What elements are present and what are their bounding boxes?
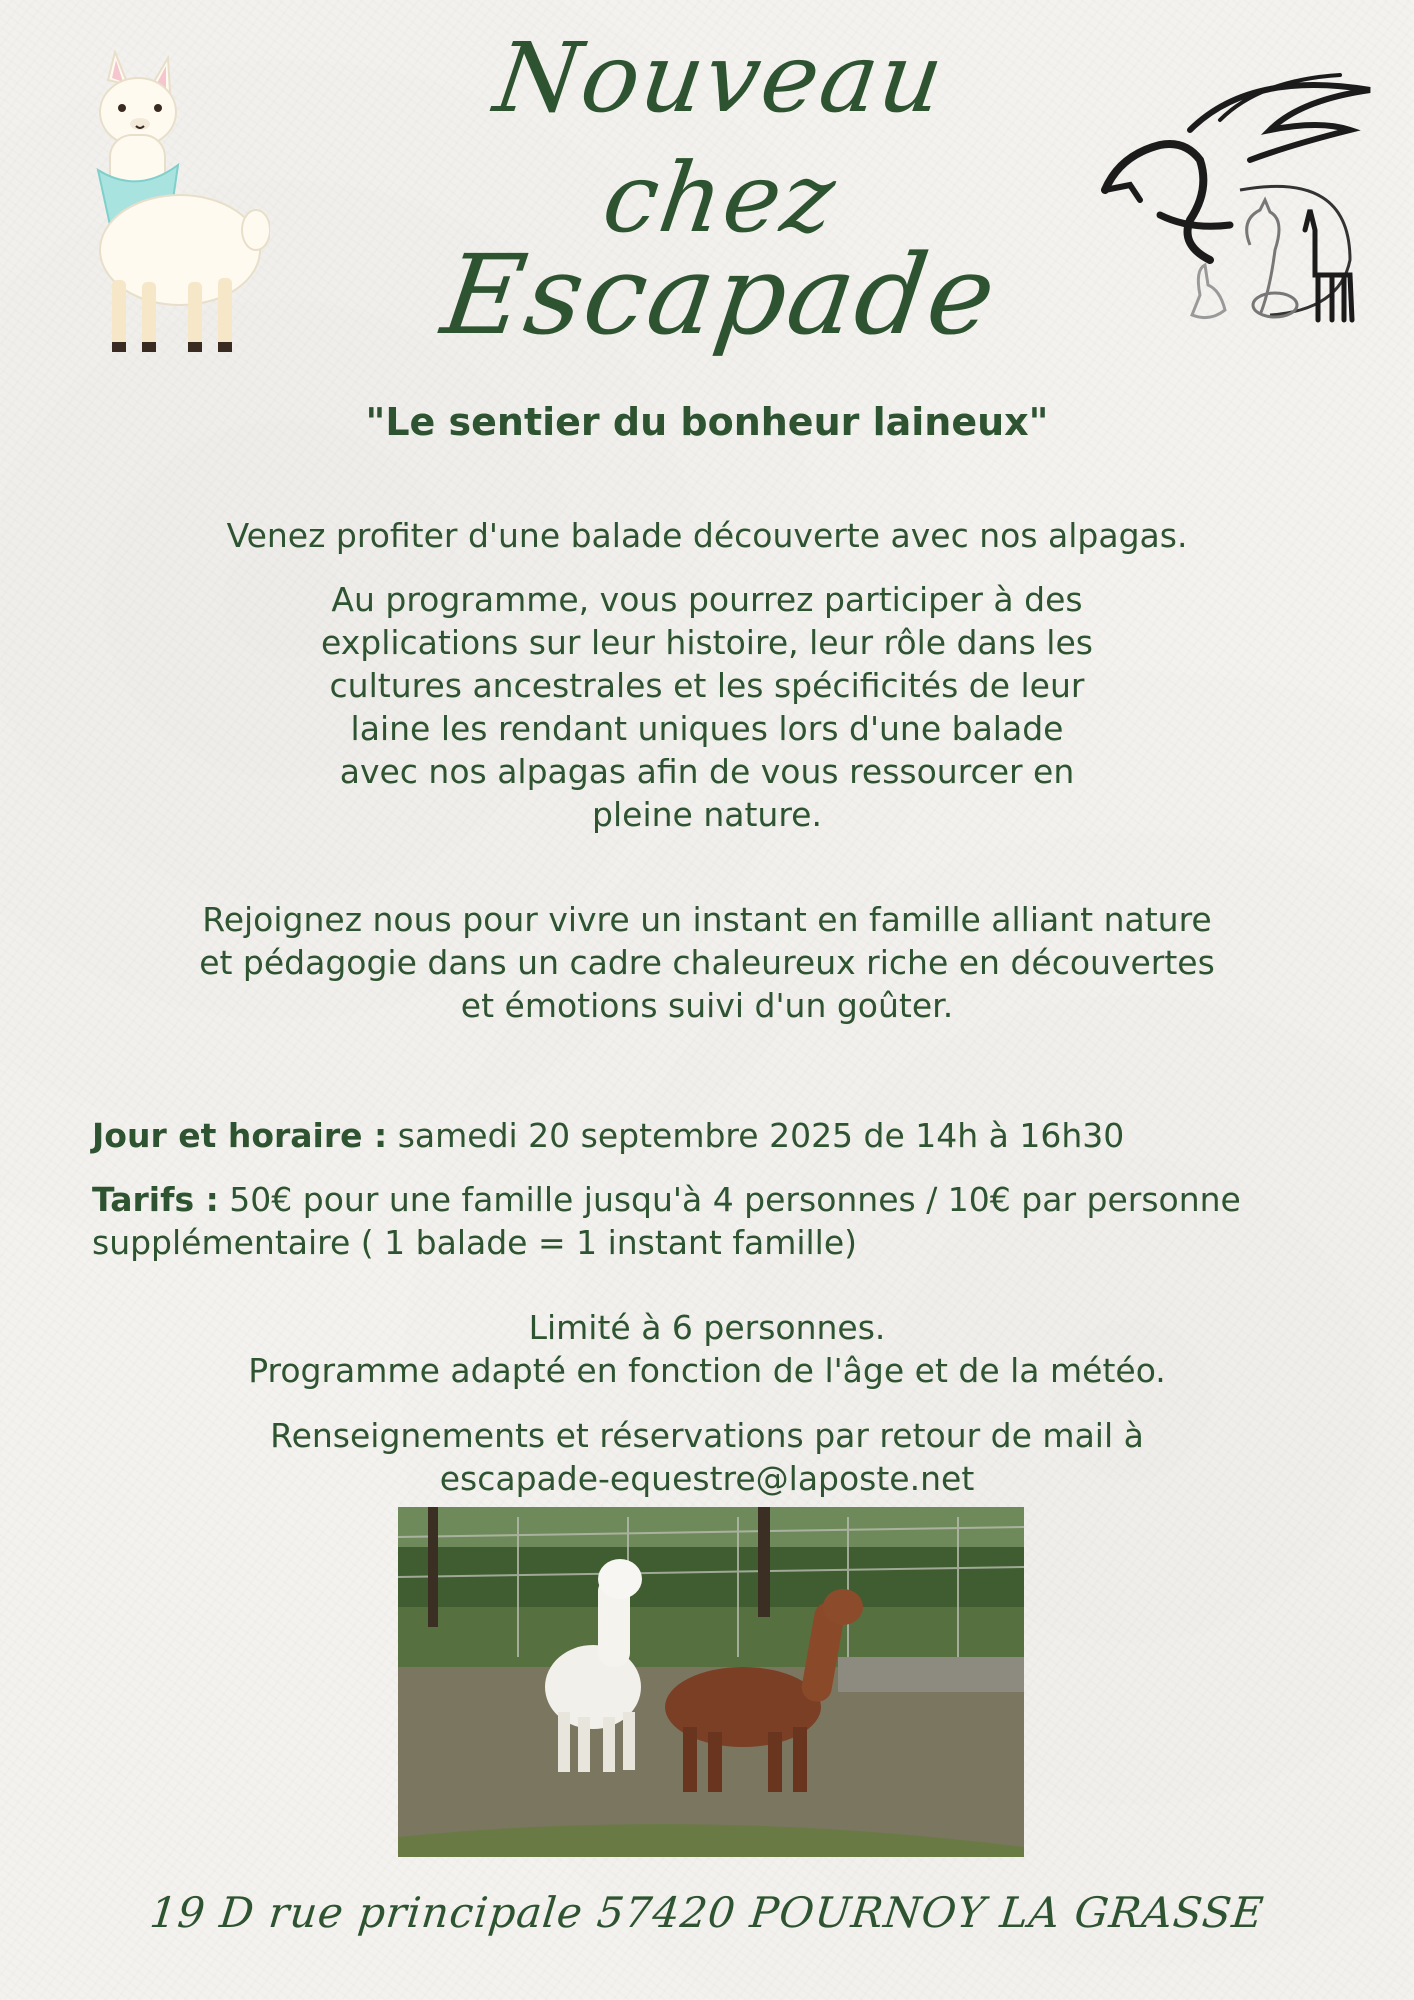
limit-text: Limité à 6 personnes.: [528, 1308, 886, 1347]
address: 19 D rue principale 57420 POURNOY LA GRASSE: [147, 1888, 1267, 1937]
pegasus-animals-logo-icon: [1100, 60, 1380, 340]
limit-block: [150, 1306, 1264, 1392]
contact-block: [150, 1414, 1264, 1500]
schedule-value: samedi 20 septembre 2025 de 14h à 16h30: [387, 1116, 1125, 1155]
llama-icon: [70, 50, 270, 360]
join-text: Rejoignez nous pour vivre un instant en famille alliant nature et pédagogie dans un cadre chaleureux riche en découvertes et émotions suivi d'un goûter.: [199, 900, 1215, 1025]
schedule-label: Jour et horaire :: [92, 1116, 388, 1155]
title-line-nouveau: Nouveau: [488, 22, 952, 134]
alpaca-photo: [398, 1507, 1024, 1857]
prices-value: 50€ pour une famille jusqu'à 4 personnes / 10€ par personne supplémentaire ( 1 balade = 1 instant famille): [92, 1180, 1241, 1262]
title-line-escapade: Escapade: [435, 231, 1005, 359]
prices-label: Tarifs :: [92, 1180, 219, 1219]
subtitle: "Le sentier du bonheur laineux": [365, 400, 1049, 444]
schedule-line: [92, 1114, 1352, 1157]
programme-text: Au programme, vous pourrez participer à des explications sur leur histoire, leur rôle dans les cultures ancestrales et les spécificités de leur laine les rendant uniques lors d'une balade avec nos alpagas afin de vous ressourcer en pleine nature.: [321, 580, 1093, 834]
adapted-text: Programme adapté en fonction de l'âge et de la météo.: [248, 1351, 1166, 1390]
contact-email[interactable]: escapade-equestre@laposte.net: [439, 1459, 975, 1498]
alpaca-photo-illustration: [398, 1507, 1024, 1857]
title-line-chez: chez: [596, 142, 844, 254]
contact-text: Renseignements et réservations par retour de mail à: [270, 1416, 1144, 1455]
intro-text: Venez profiter d'une balade découverte avec nos alpagas.: [226, 516, 1188, 555]
prices-line: [92, 1178, 1352, 1264]
